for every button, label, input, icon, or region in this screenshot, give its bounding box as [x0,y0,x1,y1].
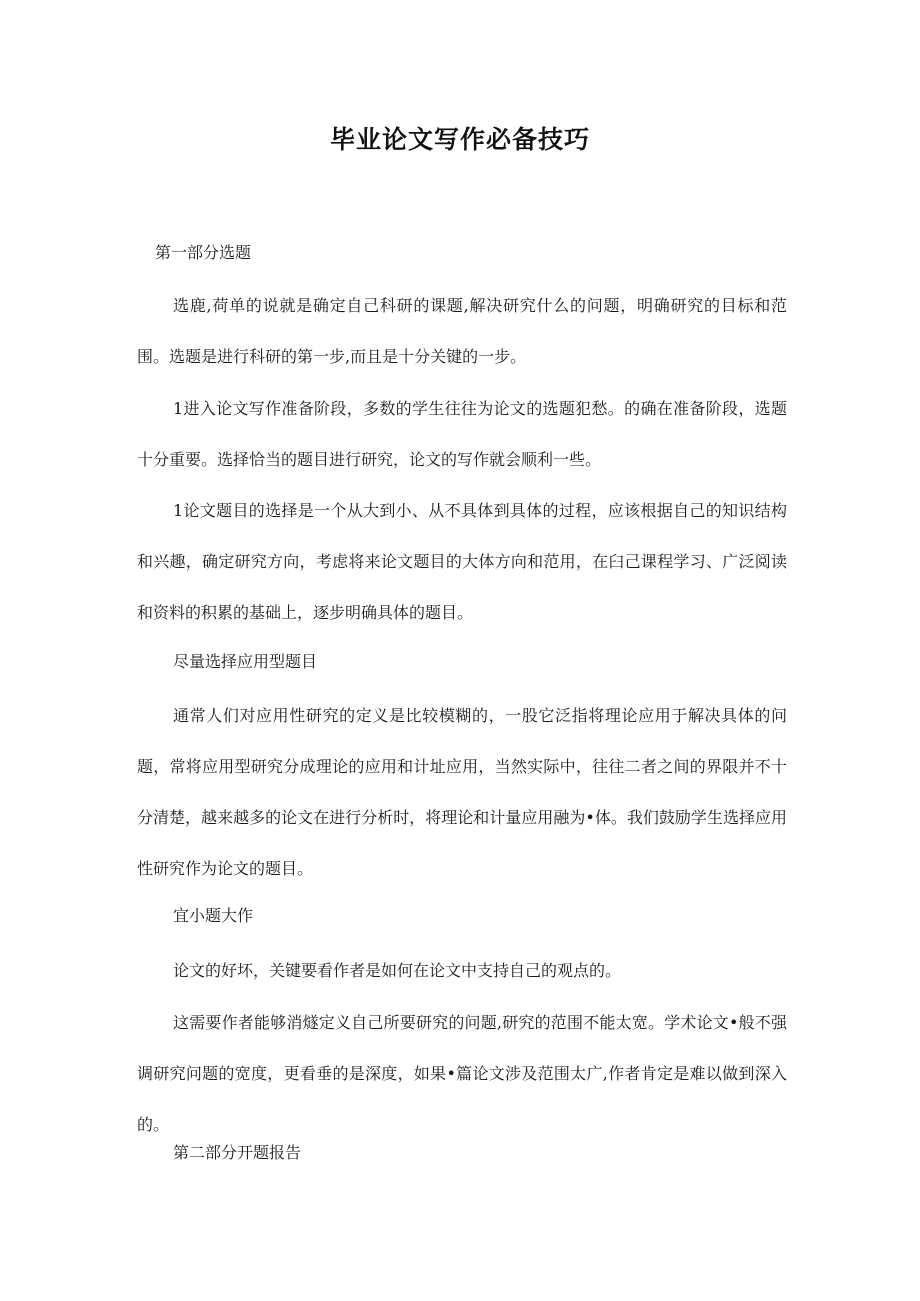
paragraph-paper-quality: 论文的好坏，关键要看作者是如何在论文中支持自己的观点的。 [173,961,622,980]
paragraph-topic-definition: 选鹿,荷单的说就是确定自己科研的课题,解决研究什么的问题，明确研究的目标和范围。选题是进行科研的第一步,而且是十分关键的一步。 [137,296,787,366]
subheading-small-topic: 宜小题大作 [173,906,254,925]
paragraph-applied-research: 通常人们对应用性研究的定义是比较模糊的，一股它泛指将理论应用于解决具体的问题，常将应用型研究分成理论的应用和计址应用，当然实际中，往往二者之间的界限并不十分清楚，越来越多的论文在进行分析时，将理论和计量应用融为•体。我们鼓励学生选择应用性研究作为论文的题目。 [137,706,787,878]
part2-heading: 第二部分开题报告 [173,1143,302,1162]
paragraph-topic-selection-process: 1论文题目的选择是一个从大到小、从不具体到具体的过程，应该根据自己的知识结构和兴趣，确定研究方向，考虑将来论文题目的大体方向和范用，在臼己课程学习、广泛阅读和资料的积累的基础上，逐步明确具体的题目。 [137,501,787,622]
paragraph-research-scope: 这需要作者能够消燧定义自己所要研究的问题,研究的范围不能太宽。学术论文•般不强调研究问题的宽度，更看垂的是深度，如果•篇论文涉及范围太广,作者肯定是难以做到深入的。 [137,1013,787,1134]
part1-heading: 第一部分选题 [155,243,252,262]
paragraph-preparation-stage: 1进入论文写作准备阶段，多数的学生往往为论文的选题犯愁。的确在准备阶段，选题十分重要。选择恰当的题目进行研究，论文的写作就会顺利一些。 [137,399,787,469]
subheading-applied-topics: 尽量选择应用型题目 [173,652,318,671]
document-title: 毕业论文写作必备技巧 [329,125,590,154]
